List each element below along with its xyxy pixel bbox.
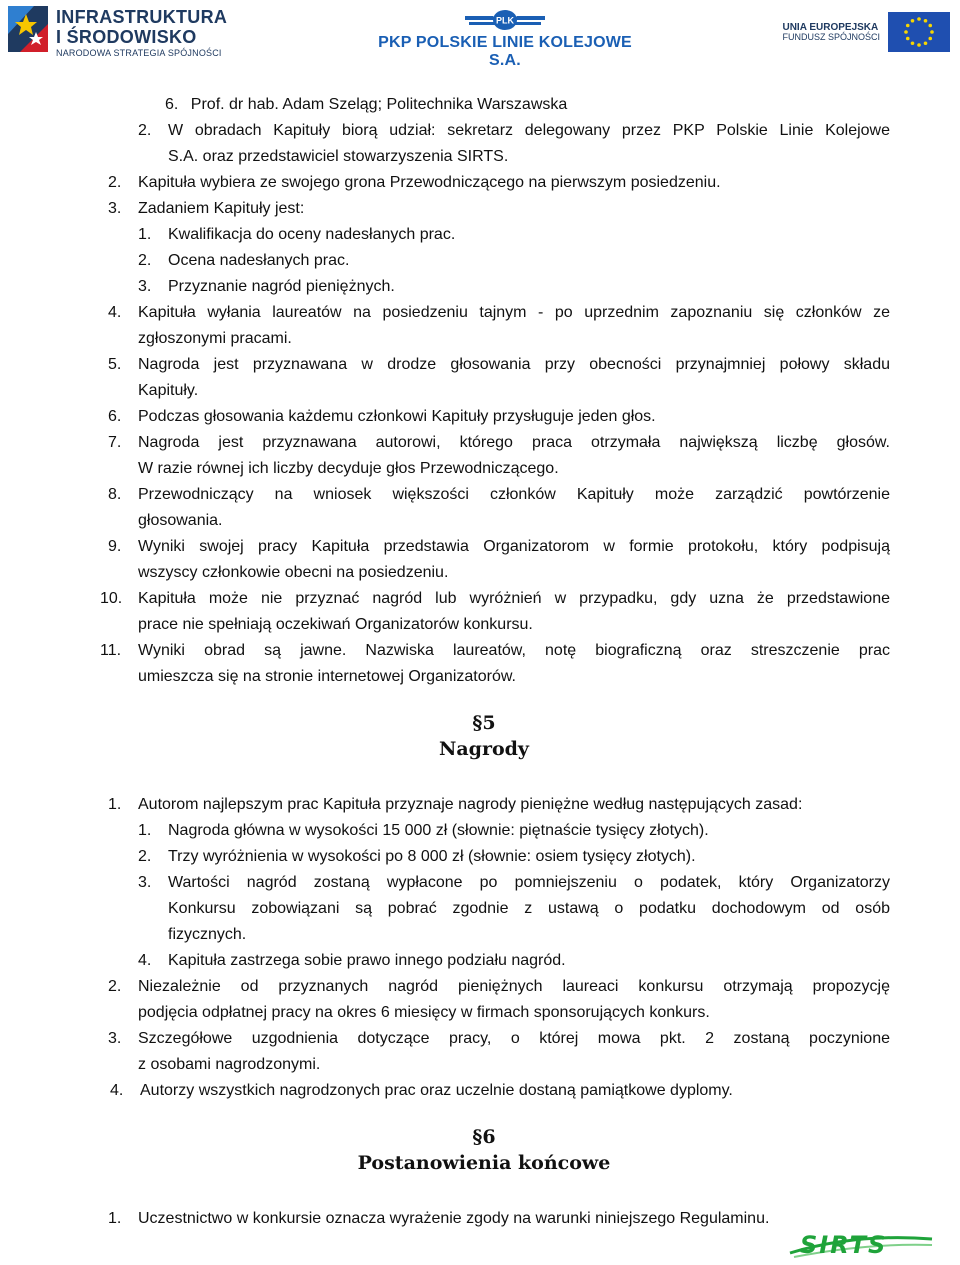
pkp-plk-logo [360, 8, 650, 70]
eu-line-1: UNIA EUROPEJSKA [782, 21, 879, 33]
list-line: Wartości nagród zostaną wypłacone po pomniejszeniu o podatek, który Organizatorzy [168, 874, 890, 891]
eu-star-icon [924, 19, 928, 23]
list-number: 2. [138, 122, 152, 139]
section-symbol: §5 [472, 712, 496, 734]
eu-star-icon [928, 37, 932, 41]
section-title: Postanowienia końcowe [357, 1152, 611, 1174]
eu-star-icon [917, 43, 921, 47]
section-symbol: §6 [472, 1126, 496, 1148]
list-number: 3. [108, 200, 122, 217]
list-line: Nagroda jest przyznawana w drodze głosowania przy obecności przynajmniej połowy składu [138, 356, 890, 373]
list-number: 5. [108, 356, 122, 373]
list-number: 11. [100, 642, 122, 659]
eu-star-icon [904, 30, 908, 34]
list-line: Nagroda jest przyznawana autorowi, którego praca otrzymała największą liczbę głosów. [138, 434, 890, 451]
list-line: Podczas głosowania każdemu członkowi Kapituły przysługuje jeden głos. [138, 408, 656, 425]
list-number: 3. [138, 874, 152, 891]
list-line: W obradach Kapituły biorą udział: sekretarz delegowany przez PKP Polskie Linie Kolejowe [168, 122, 890, 139]
list-line: prace nie spełniają oczekiwań Organizatorów konkursu. [138, 616, 533, 633]
infrastruktura-flag-icon [6, 4, 50, 54]
eu-line-2: FUNDUSZ SPÓJNOŚCI [782, 31, 880, 42]
list-number: 4. [108, 304, 122, 321]
list-number: 9. [108, 538, 122, 555]
list-line: Kapituły. [138, 382, 199, 399]
list-line: Wyniki swojej pracy Kapituła przedstawia Organizatorom w formie protokołu, który podpisują [138, 538, 890, 555]
list-number: 2. [108, 978, 122, 995]
list-line: Kapituła wybiera ze swojego grona Przewodniczącego na pierwszym posiedzeniu. [138, 174, 721, 191]
eu-star-icon [924, 41, 928, 45]
list-number: 4. [110, 1082, 124, 1099]
list-line: głosowania. [138, 512, 223, 529]
list-number: 1. [138, 822, 152, 839]
list-line: Ocena nadesłanych prac. [168, 252, 350, 269]
list-line: Kapituła wyłania laureatów na posiedzeniu tajnym - po uprzednim zapoznaniu się członków ze [138, 304, 890, 321]
eu-star-icon [928, 24, 932, 28]
list-line: wszyscy członkowie obecni na posiedzeniu. [138, 564, 449, 581]
eu-star-icon [911, 41, 915, 45]
list-number: 1. [108, 796, 122, 813]
list-number: 6. [108, 408, 122, 425]
pkp-company-name: PKP POLSKIE LINIE KOLEJOWE S.A. [378, 34, 632, 69]
list-number: 2. [138, 252, 152, 269]
list-number: 3. [138, 278, 152, 295]
list-line: Kapituła może nie przyznać nagród lub wyróżnień w przypadku, gdy uzna że przedstawione [138, 590, 890, 607]
list-line: Niezależnie od przyznanych nagród pieniężnych laureaci konkursu otrzymają propozycję [138, 978, 890, 995]
list-line: Nagroda główna w wysokości 15 000 zł (słownie: piętnaście tysięcy złotych). [168, 822, 709, 839]
eu-star-icon [906, 24, 910, 28]
list-line: Zadaniem Kapituły jest: [138, 200, 305, 217]
logo-line-2: I ŚRODOWISKO [56, 27, 197, 47]
list-line: Przyznanie nagród pieniężnych. [168, 278, 395, 295]
list-number: 10. [100, 590, 123, 607]
list-number: 1. [108, 1210, 122, 1227]
list-line: Kwalifikacja do oceny nadesłanych prac. [168, 226, 456, 243]
plk-emblem-text: PLK [496, 15, 514, 26]
list-line: z osobami nagrodzonymi. [138, 1056, 321, 1073]
list-line: Autorzy wszystkich nagrodzonych prac oraz uczelnie dostaną pamiątkowe dyplomy. [140, 1082, 733, 1099]
list-line: Autorom najlepszym prac Kapituła przyznaje nagrody pieniężne według następujących zasad: [138, 796, 803, 813]
list-number: 4. [138, 952, 152, 969]
list-line: Szczegółowe uzgodnienia dotyczące pracy, o której mowa pkt. 2 zostaną poczynione [138, 1030, 890, 1047]
list-line: W razie równej ich liczby decyduje głos Przewodniczącego. [138, 460, 559, 477]
list-line: Przewodniczący na wniosek większości członków Kapituły może zarządzić powtórzenie [138, 486, 890, 503]
list-number: 8. [108, 486, 122, 503]
sirts-logo-text: SIRTS [800, 1231, 888, 1259]
eu-star-icon [917, 17, 921, 21]
eu-star-icon [906, 37, 910, 41]
list-line: zgłoszonymi pracami. [138, 330, 292, 347]
logo-line-3: NARODOWA STRATEGIA SPÓJNOŚCI [56, 48, 222, 58]
list-number: 2. [108, 174, 122, 191]
list-line: Trzy wyróżnienia w wysokości po 8 000 zł (słownie: osiem tysięcy złotych). [168, 848, 696, 865]
list-line: Kapituła zastrzega sobie prawo innego podziału nagród. [168, 952, 566, 969]
logo-line-1: INFRASTRUKTURA [56, 7, 228, 27]
plk-winged-emblem-icon [463, 8, 547, 32]
list-item: 6. Prof. dr hab. Adam Szeląg; Politechnika Warszawska [165, 96, 568, 113]
eu-star-icon [930, 30, 934, 34]
infrastruktura-logo [6, 4, 227, 58]
section-title: Nagrody [439, 738, 529, 760]
list-line: S.A. oraz przedstawiciel stowarzyszenia SIRTS. [168, 148, 509, 165]
list-number: 2. [138, 848, 152, 865]
eu-star-icon [911, 19, 915, 23]
list-line: Konkursu zobowiązani są pobrać zgodnie z ustawą o podatku dochodowym od osób [168, 900, 890, 917]
list-line: Wyniki obrad są jawne. Nazwiska laureatów, notę biograficzną oraz streszczenie prac [138, 642, 890, 659]
sirts-logo [786, 1233, 936, 1264]
list-number: 7. [108, 434, 122, 451]
list-number: 3. [108, 1030, 122, 1047]
list-line: Uczestnictwo w konkursie oznacza wyrażenie zgody na warunki niniejszego Regulaminu. [138, 1210, 770, 1227]
eu-logo [782, 12, 950, 52]
list-line: fizycznych. [168, 926, 247, 943]
list-line: podjęcia odpłatnej pracy na okres 6 miesięcy w firmach sponsorujących konkurs. [138, 1004, 710, 1021]
eu-flag-icon [888, 12, 950, 52]
page-header [0, 0, 960, 70]
list-number: 1. [138, 226, 152, 243]
list-line: umieszcza się na stronie internetowej Organizatorów. [138, 668, 516, 685]
